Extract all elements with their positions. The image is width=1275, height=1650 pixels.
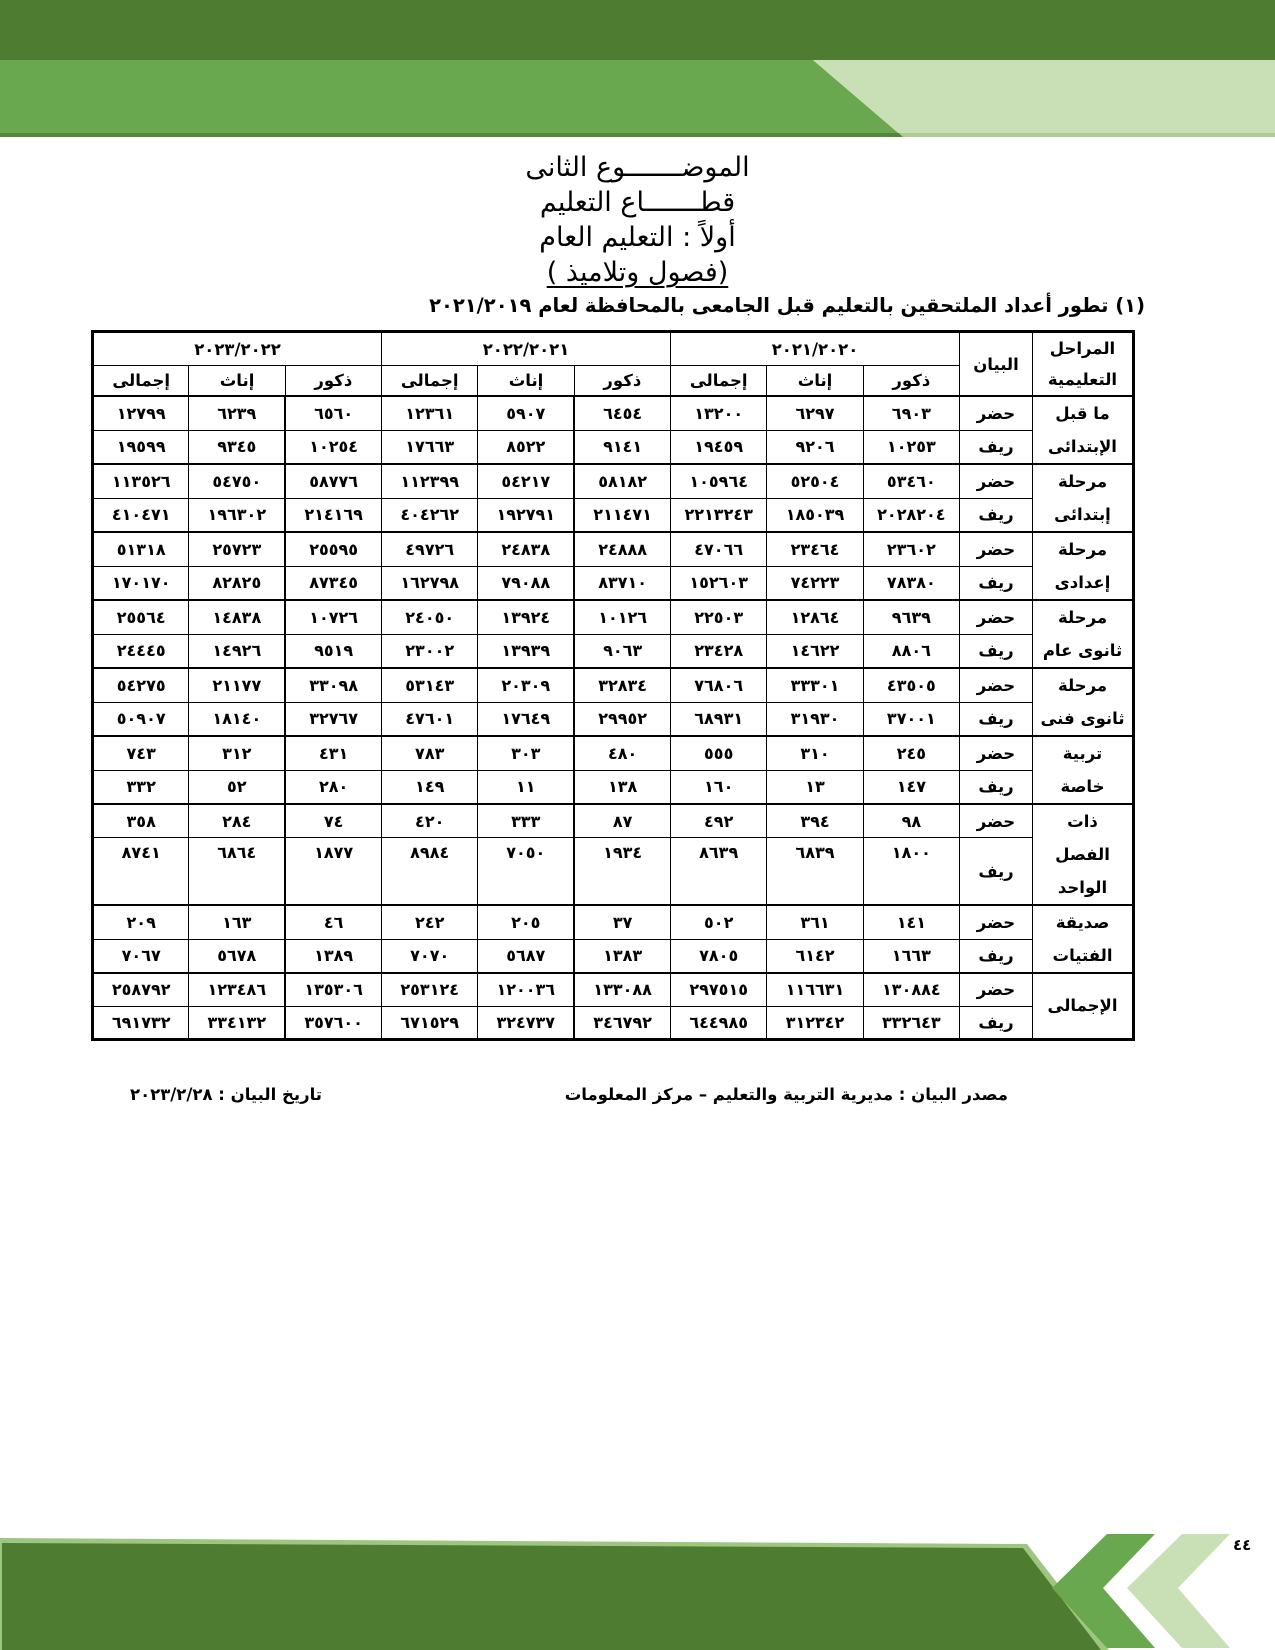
page-number: ٤٤ bbox=[1233, 1536, 1252, 1554]
value-cell: ٤٠٤٢٦٢ bbox=[382, 498, 478, 532]
value-cell: ٦٩٠٣ bbox=[863, 396, 959, 430]
stage-label-line: ثانوى فنى bbox=[1040, 709, 1125, 728]
stage-label-line: إعدادى bbox=[1054, 573, 1111, 592]
value-cell: ١٤٩٢٦ bbox=[189, 634, 285, 668]
value-cell: ٦٨٩٣١ bbox=[671, 702, 767, 736]
value-cell: ٧٤ bbox=[285, 804, 381, 838]
value-cell: ٤٩٧٢٦ bbox=[382, 532, 478, 566]
locality-label: ريف bbox=[960, 634, 1033, 668]
value-cell: ١١ bbox=[478, 770, 574, 804]
value-cell: ٥١٣١٨ bbox=[93, 532, 189, 566]
value-cell: ٤٣١ bbox=[285, 736, 381, 770]
header-males: ذكور bbox=[863, 366, 959, 396]
value-cell: ٢٤٨٨٨ bbox=[574, 532, 670, 566]
value-cell: ٨٨٠٦ bbox=[863, 634, 959, 668]
value-cell: ١١٢٣٩٩ bbox=[382, 464, 478, 498]
locality-label: حضر bbox=[960, 668, 1033, 702]
table-row bbox=[93, 1006, 1134, 1039]
value-cell: ١٩٤٥٩ bbox=[671, 430, 767, 464]
header-year-2021-2022: ٢٠٢٢/٢٠٢١ bbox=[382, 332, 671, 366]
value-cell: ٩٠٦٣ bbox=[574, 634, 670, 668]
value-cell: ٢٤٢ bbox=[382, 905, 478, 939]
stage-label bbox=[1033, 464, 1134, 532]
value-cell: ٤٣٥٠٥ bbox=[863, 668, 959, 702]
value-cell: ٢٠٥ bbox=[478, 905, 574, 939]
table-row bbox=[93, 905, 1134, 939]
value-cell: ٣٥٧٦٠٠ bbox=[285, 1006, 381, 1039]
value-cell: ١٨١٤٠ bbox=[189, 702, 285, 736]
value-cell: ٥٥٥ bbox=[671, 736, 767, 770]
header-females: إناث bbox=[478, 366, 574, 396]
value-cell: ٢٣٦٠٢ bbox=[863, 532, 959, 566]
table-row bbox=[93, 430, 1134, 464]
value-cell: ٢٢١٣٢٤٣ bbox=[671, 498, 767, 532]
stage-label bbox=[1033, 905, 1134, 973]
value-cell: ٥٠٢ bbox=[671, 905, 767, 939]
value-cell: ٥٦٧٨ bbox=[189, 939, 285, 973]
stage-label-line: ثانوى عام bbox=[1042, 641, 1123, 660]
value-cell: ٧٤٢٢٣ bbox=[767, 566, 863, 600]
value-cell: ٤٧٦٠١ bbox=[382, 702, 478, 736]
value-cell: ٤٢٠ bbox=[382, 804, 478, 838]
value-cell: ٣١٩٣٠ bbox=[767, 702, 863, 736]
value-cell: ٦٤٤٩٨٥ bbox=[671, 1006, 767, 1039]
value-cell: ٧٨٠٥ bbox=[671, 939, 767, 973]
title-line-general-education: أولاً : التعليم العام bbox=[539, 222, 736, 253]
value-cell: ١٣ bbox=[767, 770, 863, 804]
value-cell: ٦٢٣٩ bbox=[189, 396, 285, 430]
locality-label: حضر bbox=[960, 736, 1033, 770]
value-cell: ١٣٢٠٠ bbox=[671, 396, 767, 430]
header-total: إجمالى bbox=[93, 366, 189, 396]
value-cell: ٥٢٥٠٤ bbox=[767, 464, 863, 498]
value-cell: ٢٢٥٠٣ bbox=[671, 600, 767, 634]
value-cell: ١٢٣٦١ bbox=[382, 396, 478, 430]
value-cell: ٧٠٥٠ bbox=[478, 838, 574, 905]
value-cell: ١٧٦٦٣ bbox=[382, 430, 478, 464]
value-cell: ١٩٣٤ bbox=[574, 838, 670, 905]
value-cell: ٣٧٠٠١ bbox=[863, 702, 959, 736]
value-cell: ٣٢٨٣٤ bbox=[574, 668, 670, 702]
value-cell: ٧٠٦٧ bbox=[93, 939, 189, 973]
value-cell: ٢١٤١٦٩ bbox=[285, 498, 381, 532]
value-cell: ١٩٥٩٩ bbox=[93, 430, 189, 464]
value-cell: ١٣٨٣ bbox=[574, 939, 670, 973]
value-cell: ٣١٠ bbox=[767, 736, 863, 770]
table-row bbox=[93, 566, 1134, 600]
locality-label: ريف bbox=[960, 702, 1033, 736]
header-females: إناث bbox=[189, 366, 285, 396]
value-cell: ٢٠٣٠٩ bbox=[478, 668, 574, 702]
value-cell: ١١٦٦٣١ bbox=[767, 973, 863, 1006]
stage-label-line: ذات bbox=[1067, 812, 1098, 831]
value-cell: ١٢٣٤٨٦ bbox=[189, 973, 285, 1006]
locality-label: حضر bbox=[960, 905, 1033, 939]
header-females: إناث bbox=[767, 366, 863, 396]
value-cell: ٢٥٣١٢٤ bbox=[382, 973, 478, 1006]
header-stages bbox=[1033, 332, 1134, 397]
value-cell: ١٢٨٦٤ bbox=[767, 600, 863, 634]
value-cell: ١٨٥٠٣٩ bbox=[767, 498, 863, 532]
value-cell: ٣٧ bbox=[574, 905, 670, 939]
value-cell: ٤٦ bbox=[285, 905, 381, 939]
value-cell: ٣٣٣ bbox=[478, 804, 574, 838]
locality-label: ريف bbox=[960, 566, 1033, 600]
value-cell: ٤٩٢ bbox=[671, 804, 767, 838]
stage-label-line: الفتيات bbox=[1052, 946, 1113, 965]
value-cell: ٥٤٢١٧ bbox=[478, 464, 574, 498]
locality-label: ريف bbox=[960, 838, 1033, 905]
value-cell: ٦٢٩٧ bbox=[767, 396, 863, 430]
stage-label-line: الإجمالى bbox=[1047, 996, 1118, 1016]
value-cell: ١٧٠١٧٠ bbox=[93, 566, 189, 600]
value-cell: ١٣٠٨٨٤ bbox=[863, 973, 959, 1006]
value-cell: ٣١٢ bbox=[189, 736, 285, 770]
value-cell: ٨٢٨٢٥ bbox=[189, 566, 285, 600]
value-cell: ١٧٦٤٩ bbox=[478, 702, 574, 736]
value-cell: ٢٥٥٩٥ bbox=[285, 532, 381, 566]
value-cell: ٢٤٥ bbox=[863, 736, 959, 770]
stage-label-line: ما قبل bbox=[1055, 404, 1110, 423]
value-cell: ٩١٤١ bbox=[574, 430, 670, 464]
stage-label bbox=[1033, 804, 1134, 905]
date-note: تاريخ البيان : ٢٠٢٣/٢/٢٨ bbox=[130, 1085, 322, 1104]
stage-label-line: مرحلة bbox=[1057, 608, 1108, 627]
value-cell: ٧٦٨٠٦ bbox=[671, 668, 767, 702]
value-cell: ٨٣٧١٠ bbox=[574, 566, 670, 600]
value-cell: ٦٩١٧٣٢ bbox=[93, 1006, 189, 1039]
stage-label-line: مرحلة bbox=[1057, 676, 1108, 695]
header-year-2020-2021: ٢٠٢١/٢٠٢٠ bbox=[671, 332, 960, 366]
value-cell: ١٢٠٠٣٦ bbox=[478, 973, 574, 1006]
locality-label: ريف bbox=[960, 1006, 1033, 1039]
value-cell: ٢٣٠٠٢ bbox=[382, 634, 478, 668]
value-cell: ٢١١٤٧١ bbox=[574, 498, 670, 532]
value-cell: ٨٦٣٩ bbox=[671, 838, 767, 905]
value-cell: ٣٣٠٩٨ bbox=[285, 668, 381, 702]
value-cell: ١٦٣ bbox=[189, 905, 285, 939]
table-row bbox=[93, 973, 1134, 1006]
stage-label bbox=[1033, 736, 1134, 804]
value-cell: ٣٢٧٦٧ bbox=[285, 702, 381, 736]
value-cell: ٢٤٤٤٥ bbox=[93, 634, 189, 668]
stage-label-line: الفصل bbox=[1055, 845, 1110, 864]
value-cell: ٣٣٣٠١ bbox=[767, 668, 863, 702]
value-cell: ٧٠٧٠ bbox=[382, 939, 478, 973]
header-total: إجمالى bbox=[671, 366, 767, 396]
value-cell: ٢٠٩ bbox=[93, 905, 189, 939]
title-line-classes-pupils: (فصول وتلاميذ ) bbox=[546, 257, 729, 288]
value-cell: ٧٨٣ bbox=[382, 736, 478, 770]
value-cell: ٤٨٠ bbox=[574, 736, 670, 770]
header-year-2022-2023: ٢٠٢٣/٢٠٢٢ bbox=[93, 332, 382, 366]
value-cell: ١٩٦٣٠٢ bbox=[189, 498, 285, 532]
value-cell: ٢٣٤٦٤ bbox=[767, 532, 863, 566]
value-cell: ٣٤٦٧٩٢ bbox=[574, 1006, 670, 1039]
value-cell: ٥٤٢٧٥ bbox=[93, 668, 189, 702]
value-cell: ٢٣٤٢٨ bbox=[671, 634, 767, 668]
stage-label-line: مرحلة bbox=[1057, 540, 1108, 559]
value-cell: ١٠٥٩٦٤ bbox=[671, 464, 767, 498]
value-cell: ١٤٩ bbox=[382, 770, 478, 804]
title-line-subject: الموضـــــــوع الثانى bbox=[525, 152, 750, 183]
value-cell: ١٦٦٣ bbox=[863, 939, 959, 973]
value-cell: ٢٤٠٥٠ bbox=[382, 600, 478, 634]
table-row bbox=[93, 634, 1134, 668]
locality-label: ريف bbox=[960, 939, 1033, 973]
value-cell: ٤٧٠٦٦ bbox=[671, 532, 767, 566]
value-cell: ٤١٠٤٧١ bbox=[93, 498, 189, 532]
value-cell: ١٣٣٠٨٨ bbox=[574, 973, 670, 1006]
value-cell: ٢٨٤ bbox=[189, 804, 285, 838]
table-row bbox=[93, 396, 1134, 430]
value-cell: ٨٩٨٤ bbox=[382, 838, 478, 905]
value-cell: ٥٨١٨٢ bbox=[574, 464, 670, 498]
value-cell: ١٣٩٢٤ bbox=[478, 600, 574, 634]
value-cell: ٦١٤٢ bbox=[767, 939, 863, 973]
value-cell: ٨٥٢٢ bbox=[478, 430, 574, 464]
table-row bbox=[93, 702, 1134, 736]
header-bayan: البيان bbox=[960, 332, 1033, 397]
enrollment-table-wrap bbox=[91, 330, 1135, 1041]
value-cell: ١٨٠٠ bbox=[863, 838, 959, 905]
value-cell: ٨٧٣٤٥ bbox=[285, 566, 381, 600]
header-total: إجمالى bbox=[382, 366, 478, 396]
value-cell: ٢٠٢٨٢٠٤ bbox=[863, 498, 959, 532]
table-row bbox=[93, 770, 1134, 804]
locality-label: ريف bbox=[960, 770, 1033, 804]
source-note: مصدر البيان : مديرية التربية والتعليم – مركز المعلومات bbox=[564, 1085, 1008, 1104]
value-cell: ١٥٢٦٠٣ bbox=[671, 566, 767, 600]
table-row bbox=[93, 532, 1134, 566]
value-cell: ١٠٧٢٦ bbox=[285, 600, 381, 634]
value-cell: ٣٣٤١٣٢ bbox=[189, 1006, 285, 1039]
table-row bbox=[93, 668, 1134, 702]
stage-label-line: خاصة bbox=[1060, 777, 1105, 796]
value-cell: ٥٩٠٧ bbox=[478, 396, 574, 430]
value-cell: ٥٢ bbox=[189, 770, 285, 804]
value-cell: ٦٨٦٤ bbox=[189, 838, 285, 905]
locality-label: ريف bbox=[960, 430, 1033, 464]
stage-label-line: صديقة bbox=[1055, 913, 1110, 932]
title-line-sector: قطـــــــاع التعليم bbox=[539, 187, 736, 218]
value-cell: ١٣٩٣٩ bbox=[478, 634, 574, 668]
header-stages-line1: المراحل bbox=[1049, 339, 1116, 358]
locality-label: حضر bbox=[960, 464, 1033, 498]
value-cell: ٣٦١ bbox=[767, 905, 863, 939]
value-cell: ٦٥٦٠ bbox=[285, 396, 381, 430]
value-cell: ٥٤٧٥٠ bbox=[189, 464, 285, 498]
value-cell: ١٢٧٩٩ bbox=[93, 396, 189, 430]
stage-label bbox=[1033, 973, 1134, 1039]
stage-label bbox=[1033, 600, 1134, 668]
value-cell: ١٨٧٧ bbox=[285, 838, 381, 905]
value-cell: ٣٩٤ bbox=[767, 804, 863, 838]
value-cell: ٣٠٣ bbox=[478, 736, 574, 770]
table-body bbox=[93, 396, 1134, 1039]
stage-label-line: تربية bbox=[1062, 744, 1103, 763]
value-cell: ١٤٧ bbox=[863, 770, 959, 804]
locality-label: حضر bbox=[960, 804, 1033, 838]
value-cell: ٢٥٨٧٩٢ bbox=[93, 973, 189, 1006]
locality-label: حضر bbox=[960, 973, 1033, 1006]
value-cell: ٦٤٥٤ bbox=[574, 396, 670, 430]
value-cell: ٢٥٧٢٣ bbox=[189, 532, 285, 566]
value-cell: ٩٨ bbox=[863, 804, 959, 838]
table-row bbox=[93, 464, 1134, 498]
value-cell: ٥٠٩٠٧ bbox=[93, 702, 189, 736]
value-cell: ٥٣٤٦٠ bbox=[863, 464, 959, 498]
value-cell: ٣٢٤٧٣٧ bbox=[478, 1006, 574, 1039]
value-cell: ٥٣١٤٣ bbox=[382, 668, 478, 702]
stage-label bbox=[1033, 396, 1134, 464]
value-cell: ٦٨٣٩ bbox=[767, 838, 863, 905]
stage-label-line: إبتدائى bbox=[1054, 505, 1111, 524]
title-block bbox=[0, 150, 1275, 290]
locality-label: حضر bbox=[960, 532, 1033, 566]
value-cell: ٦٧١٥٢٩ bbox=[382, 1006, 478, 1039]
stage-label-line: الواحد bbox=[1057, 878, 1108, 897]
value-cell: ٢٥٥٦٤ bbox=[93, 600, 189, 634]
value-cell: ٢٤٨٣٨ bbox=[478, 532, 574, 566]
value-cell: ٥٨٧٧٦ bbox=[285, 464, 381, 498]
value-cell: ١٠٢٥٣ bbox=[863, 430, 959, 464]
value-cell: ١١٣٥٢٦ bbox=[93, 464, 189, 498]
stage-label-line: الإبتدائى bbox=[1048, 437, 1117, 456]
value-cell: ٣٥٨ bbox=[93, 804, 189, 838]
value-cell: ١٤٦٢٢ bbox=[767, 634, 863, 668]
value-cell: ٥٦٨٧ bbox=[478, 939, 574, 973]
value-cell: ٧٤٣ bbox=[93, 736, 189, 770]
enrollment-table bbox=[91, 330, 1135, 1041]
value-cell: ٧٩٠٨٨ bbox=[478, 566, 574, 600]
value-cell: ١٣٨ bbox=[574, 770, 670, 804]
value-cell: ٢٩٧٥١٥ bbox=[671, 973, 767, 1006]
stage-label bbox=[1033, 532, 1134, 600]
value-cell: ١٠١٢٦ bbox=[574, 600, 670, 634]
locality-label: حضر bbox=[960, 396, 1033, 430]
value-cell: ٨٧٤١ bbox=[93, 838, 189, 905]
header-males: ذكور bbox=[574, 366, 670, 396]
value-cell: ١٤١ bbox=[863, 905, 959, 939]
value-cell: ١٠٢٥٤ bbox=[285, 430, 381, 464]
value-cell: ٩٢٠٦ bbox=[767, 430, 863, 464]
value-cell: ٣١٢٣٤٢ bbox=[767, 1006, 863, 1039]
value-cell: ١٦٠ bbox=[671, 770, 767, 804]
value-cell: ١٣٨٩ bbox=[285, 939, 381, 973]
value-cell: ١٩٢٧٩١ bbox=[478, 498, 574, 532]
header-males: ذكور bbox=[285, 366, 381, 396]
value-cell: ٣٣٢ bbox=[93, 770, 189, 804]
table-row bbox=[93, 939, 1134, 973]
locality-label: ريف bbox=[960, 498, 1033, 532]
value-cell: ٣٣٢٦٤٣ bbox=[863, 1006, 959, 1039]
value-cell: ٨٧ bbox=[574, 804, 670, 838]
locality-label: حضر bbox=[960, 600, 1033, 634]
table-row bbox=[93, 804, 1134, 838]
value-cell: ١٤٨٣٨ bbox=[189, 600, 285, 634]
table-row bbox=[93, 838, 1134, 905]
value-cell: ٢٨٠ bbox=[285, 770, 381, 804]
value-cell: ١٦٢٧٩٨ bbox=[382, 566, 478, 600]
table-row bbox=[93, 498, 1134, 532]
header-stages-line2: التعليمية bbox=[1047, 370, 1118, 389]
value-cell: ٩٥١٩ bbox=[285, 634, 381, 668]
value-cell: ٢١١٧٧ bbox=[189, 668, 285, 702]
value-cell: ٩٦٣٩ bbox=[863, 600, 959, 634]
stage-label bbox=[1033, 668, 1134, 736]
value-cell: ١٣٥٣٠٦ bbox=[285, 973, 381, 1006]
stage-label-line: مرحلة bbox=[1057, 472, 1108, 491]
value-cell: ٩٣٤٥ bbox=[189, 430, 285, 464]
value-cell: ٧٨٣٨٠ bbox=[863, 566, 959, 600]
table-caption: (١) تطور أعداد الملتحقين بالتعليم قبل الجامعى بالمحافظة لعام ٢٠٢١/٢٠١٩ bbox=[429, 294, 1145, 317]
table-row bbox=[93, 736, 1134, 770]
value-cell: ٢٩٩٥٢ bbox=[574, 702, 670, 736]
table-row bbox=[93, 600, 1134, 634]
